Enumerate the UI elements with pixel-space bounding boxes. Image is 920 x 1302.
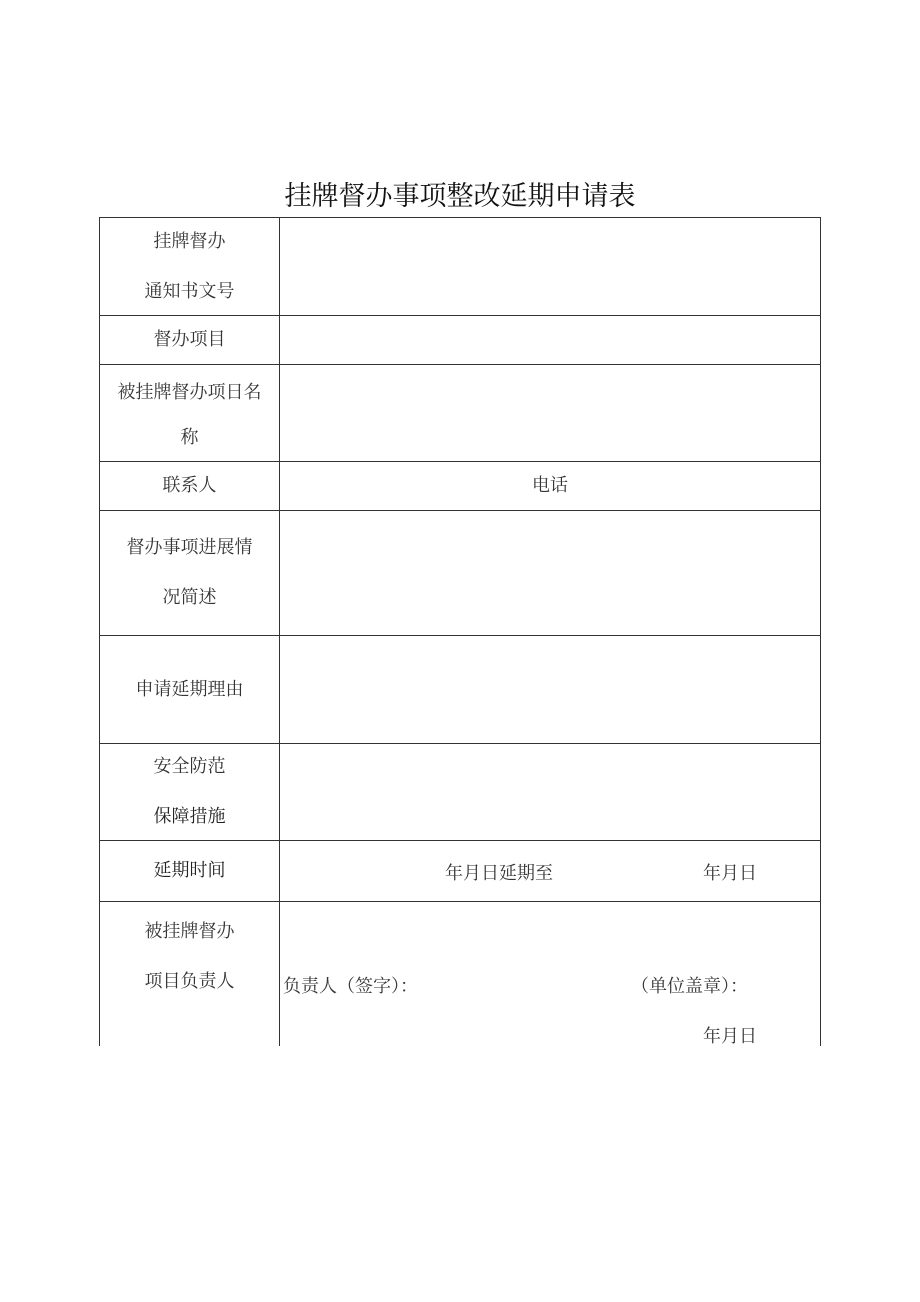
signature-date[interactable]: 年月日 (703, 1026, 757, 1047)
signature-field[interactable]: 负责人（签字）： (283, 976, 418, 997)
table-border-right (820, 217, 821, 1046)
progress-label: 督办事项进展情 况简述 (126, 537, 253, 608)
form-table (99, 217, 821, 1046)
progress-value[interactable] (280, 511, 820, 635)
safety-measures-label: 安全防范 保障措施 (153, 756, 226, 827)
seal-field[interactable]: （单位盖章）： (631, 976, 748, 997)
form-title: 挂牌督办事项整改延期申请表 (284, 181, 636, 212)
extension-to-date[interactable]: 年月日 (703, 863, 757, 884)
extension-reason-value[interactable] (280, 636, 820, 743)
safety-measures-value[interactable] (280, 744, 820, 840)
notice-number-label: 挂牌督办 通知书文号 (144, 230, 235, 302)
contact-label: 联系人 (162, 475, 217, 496)
supervised-item-value[interactable] (280, 316, 820, 364)
extension-period-label: 延期时间 (153, 860, 226, 881)
project-name-label: 被挂牌督办项日名 称 (117, 382, 262, 448)
notice-number-value[interactable] (280, 218, 820, 315)
extension-from-date[interactable]: 年月日延期至 (445, 863, 553, 884)
extension-reason-label: 申请延期理由 (135, 678, 244, 700)
phone-label[interactable]: 电话 (532, 475, 568, 496)
supervised-item-label: 督办项目 (153, 329, 226, 350)
project-name-value[interactable] (280, 365, 820, 461)
responsible-person-label: 被挂牌督办 项目负责人 (144, 921, 235, 992)
